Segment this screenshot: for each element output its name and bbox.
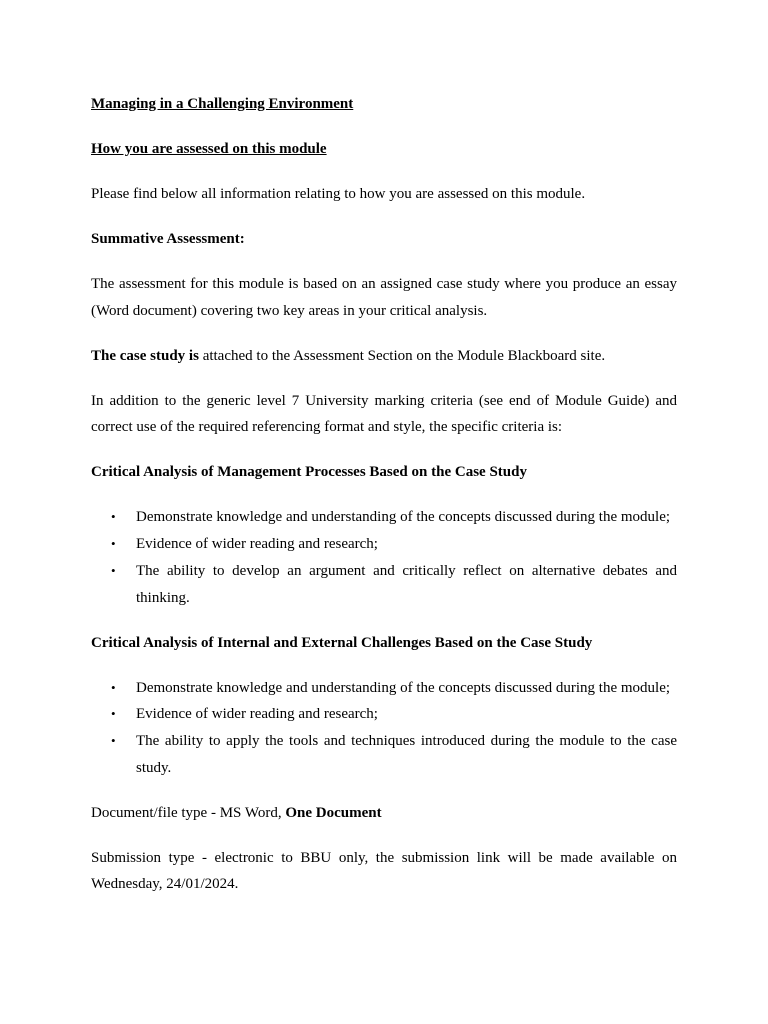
section-heading-internal-external-challenges: Critical Analysis of Internal and External Challenges Based on the Case Study [91, 634, 593, 651]
assessment-paragraph: The assessment for this module is based on an assigned case study where you produce an essay (Word document) covering two key areas in your critical analysis. [91, 276, 677, 319]
list-item [91, 701, 677, 728]
document-title: Managing in a Challenging Environment [91, 96, 354, 112]
submission-paragraph: Submission type - electronic to BBU only, the submission link will be made available on Wednesday, 24/01/2024. [91, 849, 677, 893]
list-item-text: Demonstrate knowledge and understanding of the concepts discussed during the module; [136, 679, 671, 696]
list-item-text: Demonstrate knowledge and understanding of the concepts discussed during the module; [136, 509, 671, 526]
file-type-text: Document/file type - MS Word, [91, 804, 286, 821]
section-heading-management-processes: Critical Analysis of Management Processes Based on the Case Study [91, 464, 527, 481]
file-type-paragraph [91, 800, 677, 827]
bullet-icon: • [111, 679, 116, 695]
bullet-icon: • [111, 536, 116, 552]
challenges-criteria-list [91, 675, 677, 782]
list-item-text: The ability to develop an argument and critically reflect on alternative debates and thinking. [136, 562, 677, 606]
list-item [91, 558, 677, 611]
bullet-icon: • [111, 732, 116, 748]
bullet-icon: • [111, 706, 116, 722]
summative-assessment-heading: Summative Assessment: [91, 231, 245, 247]
case-study-text: attached to the Assessment Section on the Module Blackboard site. [198, 347, 606, 364]
management-processes-criteria-list [91, 504, 677, 611]
case-study-bold-text: The case study is [91, 347, 199, 364]
list-item-text: Evidence of wider reading and research; [136, 536, 378, 553]
intro-paragraph: Please find below all information relating to how you are assessed on this module. [91, 186, 586, 202]
list-item-text: The ability to apply the tools and techniques introduced during the module to the case study. [136, 732, 677, 776]
criteria-intro-paragraph: In addition to the generic level 7 University marking criteria (see end of Module Guide) and correct use of the required referencing format and style, the specific criteria is: [91, 392, 677, 436]
case-study-paragraph [91, 343, 677, 370]
bullet-icon: • [111, 509, 116, 525]
bullet-icon: • [111, 562, 116, 578]
list-item-text: Evidence of wider reading and research; [136, 706, 378, 723]
file-type-bold-text: One Document [285, 804, 382, 821]
list-item [91, 531, 677, 558]
list-item [91, 728, 677, 781]
document-page [91, 91, 677, 898]
document-subtitle: How you are assessed on this module [91, 141, 327, 157]
list-item [91, 675, 677, 702]
list-item [91, 504, 677, 531]
